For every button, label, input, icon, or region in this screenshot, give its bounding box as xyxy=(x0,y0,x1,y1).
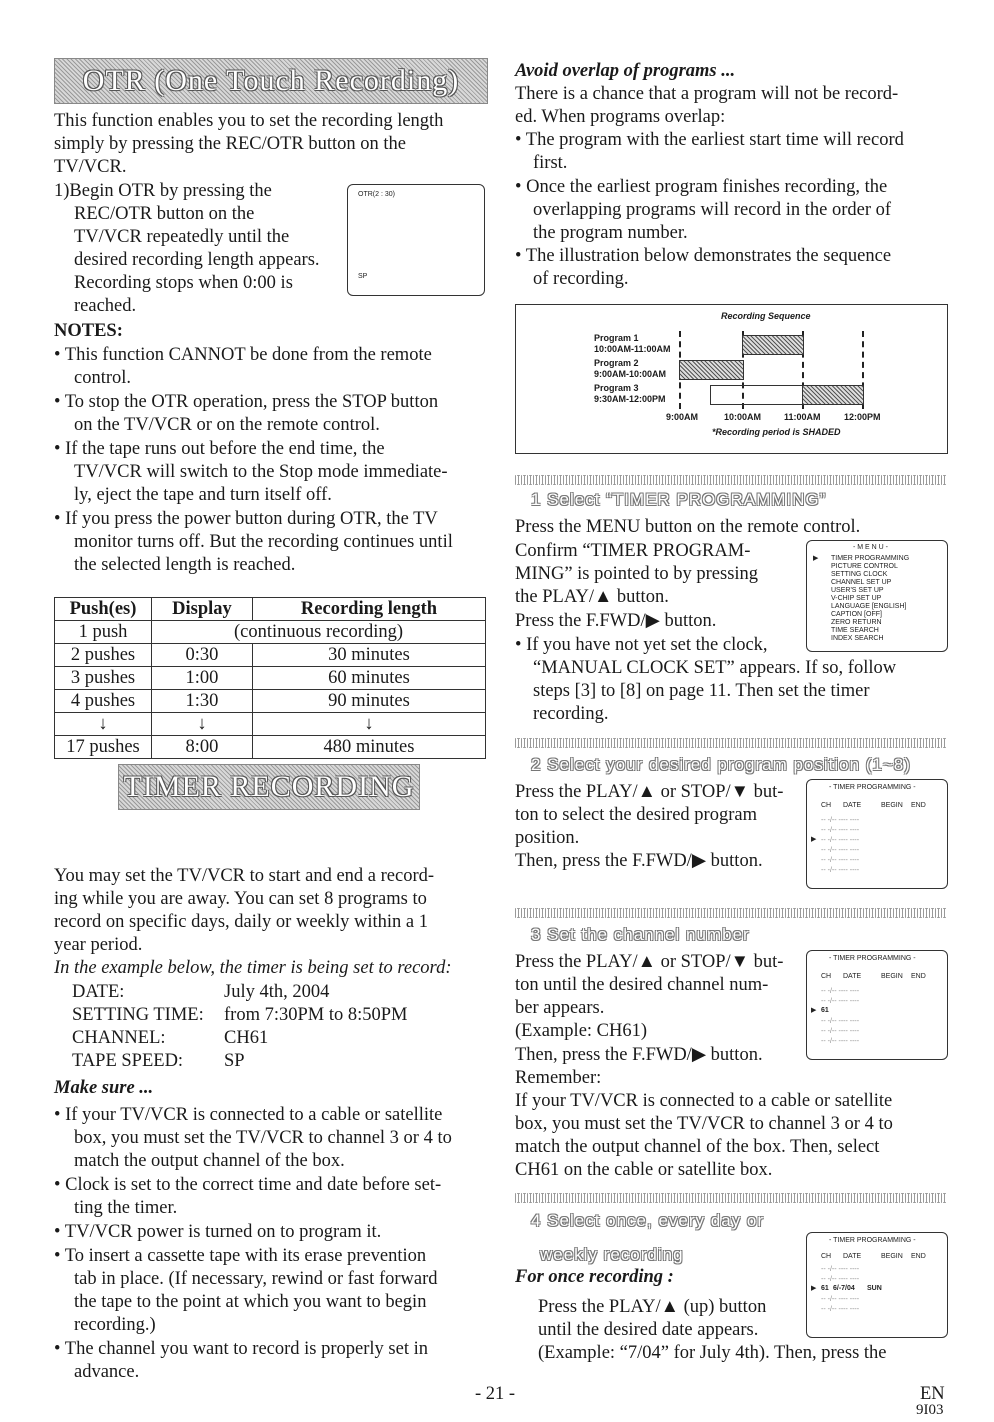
sure-4-4: recording.) xyxy=(74,1315,156,1335)
selected-date: 6/-7/04 xyxy=(833,1285,855,1292)
program-2-bar xyxy=(679,360,744,380)
sure-1-1: • If your TV/VCR is connected to a cable or satellite xyxy=(54,1105,443,1125)
table-row xyxy=(55,736,486,759)
menu-item-1: TIMER PROGRAMMING xyxy=(831,555,910,562)
note-2-1: • To stop the OTR operation, press the STOP button xyxy=(54,392,439,412)
menu-item-6: V-CHIP SET UP xyxy=(831,595,882,602)
otr-intro-2: simply by pressing the REC/OTR button on the xyxy=(54,134,407,154)
overlap-3-1: • The illustration below demonstrates the sequence xyxy=(515,246,892,266)
step4-cont: (Example: “7/04” for July 4th). Then, press the xyxy=(538,1343,887,1363)
otr-step1-2: REC/OTR button on the xyxy=(74,204,255,224)
col-begin: BEGIN xyxy=(881,1253,903,1260)
overlap-2-2: overlapping programs will record in the order of xyxy=(533,200,892,220)
step3-line-8: box, you must set the TV/VCR to channel 3 or 4 to xyxy=(515,1114,893,1134)
selected-day: SUN xyxy=(867,1285,882,1292)
step2-line-3: position. xyxy=(515,828,580,848)
sure-5-1: • The channel you want to record is properly set in xyxy=(54,1339,428,1359)
seq-title: Recording Sequence xyxy=(721,311,811,321)
cell: (continuous recording) xyxy=(152,621,486,644)
step4-line-2: until the desired date appears. xyxy=(538,1320,759,1340)
menu-item-3: SETTING CLOCK xyxy=(831,571,888,578)
sure-4-3: the tape to the point at which you want to begin xyxy=(74,1292,427,1312)
th-length: Recording length xyxy=(253,598,486,621)
step3-line-5: Then, press the F.FWD/▶ button. xyxy=(515,1045,763,1065)
step3-heading: 3 Set the channel number xyxy=(531,925,750,944)
timer-screen-step2 xyxy=(806,779,948,889)
menu-screen xyxy=(806,540,948,652)
overlap-title: Avoid overlap of programs ... xyxy=(515,61,736,81)
timer-intro-1: You may set the TV/VCR to start and end a record- xyxy=(54,866,435,886)
make-sure-label: Make sure ... xyxy=(54,1078,154,1098)
step1-line-4: the PLAY/▲ button. xyxy=(515,587,669,607)
notes-label: NOTES: xyxy=(54,321,123,341)
otr-screen-top: OTR(2 : 30) xyxy=(358,191,395,198)
divider xyxy=(515,475,946,485)
step2-line-2: ton to select the desired program xyxy=(515,805,757,825)
sure-1-3: match the output channel of the box. xyxy=(74,1151,345,1171)
col-end: END xyxy=(911,973,926,980)
ex-channel-label: CHANNEL: xyxy=(72,1028,166,1048)
col-ch: CH xyxy=(821,802,832,809)
menu-item-2: PICTURE CONTROL xyxy=(831,563,898,570)
sure-5-2: advance. xyxy=(74,1362,140,1382)
step1-line-3: MING” is pointed to by pressing xyxy=(515,564,759,584)
program-3-time: 9:30AM-12:00PM xyxy=(594,394,666,404)
time-12pm: 12:00PM xyxy=(844,412,881,422)
menu-title: - M E N U - xyxy=(853,544,888,551)
menu-item-7: LANGUAGE [ENGLISH] xyxy=(831,603,907,610)
step3-line-4: (Example: CH61) xyxy=(515,1021,648,1041)
step3-line-10: CH61 on the cable or satellite box. xyxy=(515,1160,773,1180)
menu-item-8: CAPTION [OFF] xyxy=(831,611,882,618)
otr-title: OTR (One Touch Recording) xyxy=(82,64,460,97)
sure-2-1: • Clock is set to the correct time and date before set- xyxy=(54,1175,442,1195)
table-row xyxy=(55,690,486,713)
col-ch: CH xyxy=(821,973,832,980)
note-3-3: ly, eject the tape and turn itself off. xyxy=(74,485,332,505)
program-2-label: Program 2 xyxy=(594,358,639,368)
overlap-1-2: first. xyxy=(533,153,568,173)
cell: 17 pushes xyxy=(55,736,152,759)
col-end: END xyxy=(911,802,926,809)
otr-step1-1: 1)Begin OTR by pressing the xyxy=(54,181,272,201)
row-pointer-icon: ▶ xyxy=(811,1007,817,1014)
note-2-2: on the TV/VCR or on the remote control. xyxy=(74,415,380,435)
footer-lang: EN xyxy=(920,1384,945,1404)
sure-4-1: • To insert a cassette tape with its erase prevention xyxy=(54,1246,427,1266)
menu-item-5: USER'S SET UP xyxy=(831,587,884,594)
step4-heading-1: 4 Select once, every day or xyxy=(531,1211,765,1230)
otr-step1-6: reached. xyxy=(74,296,137,316)
step1-bullet: • If you have not yet set the clock, xyxy=(515,635,768,655)
program-3-label: Program 3 xyxy=(594,383,639,393)
timer-rows: -- -/-- ---- ---- -- -/-- ---- ---- -- -/-- ---- ---- -- -/-- ---- ---- xyxy=(821,1266,860,1313)
step1-cont-3: recording. xyxy=(533,704,609,724)
step1-cont-2: steps [3] to [8] on page 11. Then set the timer xyxy=(533,681,870,701)
arrow-down-icon: ↓ xyxy=(152,713,253,736)
cell: 1:00 xyxy=(152,667,253,690)
menu-item-10: TIME SEARCH xyxy=(831,627,879,634)
cell: 60 minutes xyxy=(253,667,486,690)
step3-line-2: ton until the desired channel num- xyxy=(515,975,769,995)
timer-screen-title: - TIMER PROGRAMMING - xyxy=(829,1237,916,1244)
table-row xyxy=(55,621,486,644)
step1-heading: 1 Select “TIMER PROGRAMMING” xyxy=(531,490,827,509)
step4-heading-2: weekly recording xyxy=(540,1245,684,1264)
cell: 2 pushes xyxy=(55,644,152,667)
overlap-3-2: of recording. xyxy=(533,269,629,289)
ex-speed-value: SP xyxy=(224,1051,245,1071)
ex-date-label: DATE: xyxy=(72,982,125,1002)
program-1-bar xyxy=(742,335,804,355)
arrow-down-icon: ↓ xyxy=(55,713,152,736)
step3-line-7: If your TV/VCR is connected to a cable or satellite xyxy=(515,1091,893,1111)
note-4-2: monitor turns off. But the recording continues until xyxy=(74,532,453,552)
step2-heading: 2 Select your desired program position (1~8) xyxy=(531,755,911,774)
table-header-row xyxy=(55,598,486,621)
menu-pointer-icon: ▶ xyxy=(813,555,819,562)
divider xyxy=(515,908,946,918)
cell: 30 minutes xyxy=(253,644,486,667)
timer-banner xyxy=(118,764,420,810)
otr-step1-5: Recording stops when 0:00 is xyxy=(74,273,293,293)
step1-cont-1: “MANUAL CLOCK SET” appears. If so, follow xyxy=(533,658,897,678)
time-9am: 9:00AM xyxy=(666,412,699,422)
otr-banner xyxy=(54,58,488,104)
cell: 3 pushes xyxy=(55,667,152,690)
step3-line-1: Press the PLAY/▲ or STOP/▼ but- xyxy=(515,952,784,972)
timer-screen-title: - TIMER PROGRAMMING - xyxy=(829,955,916,962)
col-begin: BEGIN xyxy=(881,973,903,980)
once-label: For once recording : xyxy=(515,1267,674,1287)
example-label: In the example below, the timer is being set to record: xyxy=(54,958,452,978)
note-4-3: the selected length is reached. xyxy=(74,555,296,575)
cell: 4 pushes xyxy=(55,690,152,713)
col-end: END xyxy=(911,1253,926,1260)
otr-step1-4: desired recording length appears. xyxy=(74,250,320,270)
program-2-time: 9:00AM-10:00AM xyxy=(594,369,667,379)
timer-rows: -- -/-- ---- ---- -- -/-- ---- ---- -- -/-- ---- ---- -- -/-- ---- ---- -- -/-- ---- ---- xyxy=(821,988,860,1045)
timer-intro-4: year period. xyxy=(54,935,143,955)
divider xyxy=(515,1193,946,1203)
step1-line-5: Press the F.FWD/▶ button. xyxy=(515,611,717,631)
note-1-2: control. xyxy=(74,368,132,388)
sure-4-2: tab in place. (If necessary, rewind or fast forward xyxy=(74,1269,438,1289)
otr-intro-3: TV/VCR. xyxy=(54,157,127,177)
footer-code: 9I03 xyxy=(916,1402,944,1418)
ex-channel-value: CH61 xyxy=(224,1028,269,1048)
cell: 480 minutes xyxy=(253,736,486,759)
menu-item-9: ZERO RETURN xyxy=(831,619,882,626)
note-3-2: TV/VCR will switch to the Stop mode immediate- xyxy=(74,462,448,482)
cell: 0:30 xyxy=(152,644,253,667)
note-3-1: • If the tape runs out before the end time, the xyxy=(54,439,385,459)
time-10am: 10:00AM xyxy=(724,412,762,422)
menu-item-4: CHANNEL SET UP xyxy=(831,579,892,586)
time-11am: 11:00AM xyxy=(784,412,821,422)
program-1-time: 10:00AM-11:00AM xyxy=(594,344,671,354)
step3-line-3: ber appears. xyxy=(515,998,605,1018)
step2-line-4: Then, press the F.FWD/▶ button. xyxy=(515,851,763,871)
note-1-1: • This function CANNOT be done from the remote xyxy=(54,345,432,365)
overlap-2-3: the program number. xyxy=(533,223,688,243)
row-pointer-icon: ▶ xyxy=(811,1285,817,1292)
table-row xyxy=(55,713,486,736)
ex-date-value: July 4th, 2004 xyxy=(224,982,330,1002)
otr-step1-3: TV/VCR repeatedly until the xyxy=(74,227,290,247)
step1-line-2: Confirm “TIMER PROGRAM- xyxy=(515,541,751,561)
col-date: DATE xyxy=(843,973,862,980)
step3-line-6: Remember: xyxy=(515,1068,602,1088)
overlap-1-1: • The program with the earliest start time will record xyxy=(515,130,904,150)
timer-screen-title: - TIMER PROGRAMMING - xyxy=(829,784,916,791)
cell: 1 push xyxy=(55,621,152,644)
ex-time-value: from 7:30PM to 8:50PM xyxy=(224,1005,408,1025)
timer-intro-3: record on specific days, daily or weekly within a 1 xyxy=(54,912,428,932)
timer-intro-2: ing while you are away. You can set 8 programs to xyxy=(54,889,427,909)
row-pointer-icon: ▶ xyxy=(811,836,817,843)
otr-length-table xyxy=(54,597,486,759)
timer-title: TIMER RECORDING xyxy=(123,770,415,803)
col-date: DATE xyxy=(843,1253,862,1260)
menu-item-11: INDEX SEARCH xyxy=(831,635,884,642)
page-number: - 21 - xyxy=(475,1384,516,1404)
th-display: Display xyxy=(152,598,253,621)
th-pushes: Push(es) xyxy=(55,598,152,621)
selected-channel: 61 xyxy=(821,1007,829,1014)
program-1-label: Program 1 xyxy=(594,333,639,343)
recording-sequence-diagram xyxy=(515,304,948,454)
timer-rows: -- -/-- ---- ---- -- -/-- ---- ---- -- -/-- ---- ---- -- -/-- ---- ---- -- -/-- ---- ---- -- -/-- ---- ---- xyxy=(821,817,860,874)
timer-screen-step4 xyxy=(806,1232,948,1338)
ex-time-label: SETTING TIME: xyxy=(72,1005,204,1025)
divider xyxy=(515,738,946,748)
otr-intro-1: This function enables you to set the recording length xyxy=(54,111,444,131)
col-begin: BEGIN xyxy=(881,802,903,809)
step1-line-1: Press the MENU button on the remote control. xyxy=(515,517,861,537)
overlap-intro-1: There is a chance that a program will not be record- xyxy=(515,84,899,104)
timer-screen-step3 xyxy=(806,950,948,1060)
selected-channel: 61 xyxy=(821,1285,829,1292)
arrow-down-icon: ↓ xyxy=(253,713,486,736)
step4-line-1: Press the PLAY/▲ (up) button xyxy=(538,1297,767,1317)
col-ch: CH xyxy=(821,1253,832,1260)
sure-3-1: • TV/VCR power is turned on to program it. xyxy=(54,1222,382,1242)
step3-line-9: match the output channel of the box. Then, select xyxy=(515,1137,880,1157)
seq-note: *Recording period is SHADED xyxy=(712,427,841,437)
table-row xyxy=(55,667,486,690)
program-3-bar-shaded xyxy=(802,385,864,405)
cell: 8:00 xyxy=(152,736,253,759)
cell: 90 minutes xyxy=(253,690,486,713)
overlap-intro-2: ed. When programs overlap: xyxy=(515,107,726,127)
table-row xyxy=(55,644,486,667)
overlap-2-1: • Once the earliest program finishes recording, the xyxy=(515,177,888,197)
sure-1-2: box, you must set the TV/VCR to channel 3 or 4 to xyxy=(74,1128,452,1148)
col-date: DATE xyxy=(843,802,862,809)
cell: 1:30 xyxy=(152,690,253,713)
note-4-1: • If you press the power button during OTR, the TV xyxy=(54,509,438,529)
step2-line-1: Press the PLAY/▲ or STOP/▼ but- xyxy=(515,782,784,802)
ex-speed-label: TAPE SPEED: xyxy=(72,1051,184,1071)
otr-screen xyxy=(347,184,485,296)
otr-screen-bottom: SP xyxy=(358,273,368,280)
sure-2-2: ting the timer. xyxy=(74,1198,178,1218)
